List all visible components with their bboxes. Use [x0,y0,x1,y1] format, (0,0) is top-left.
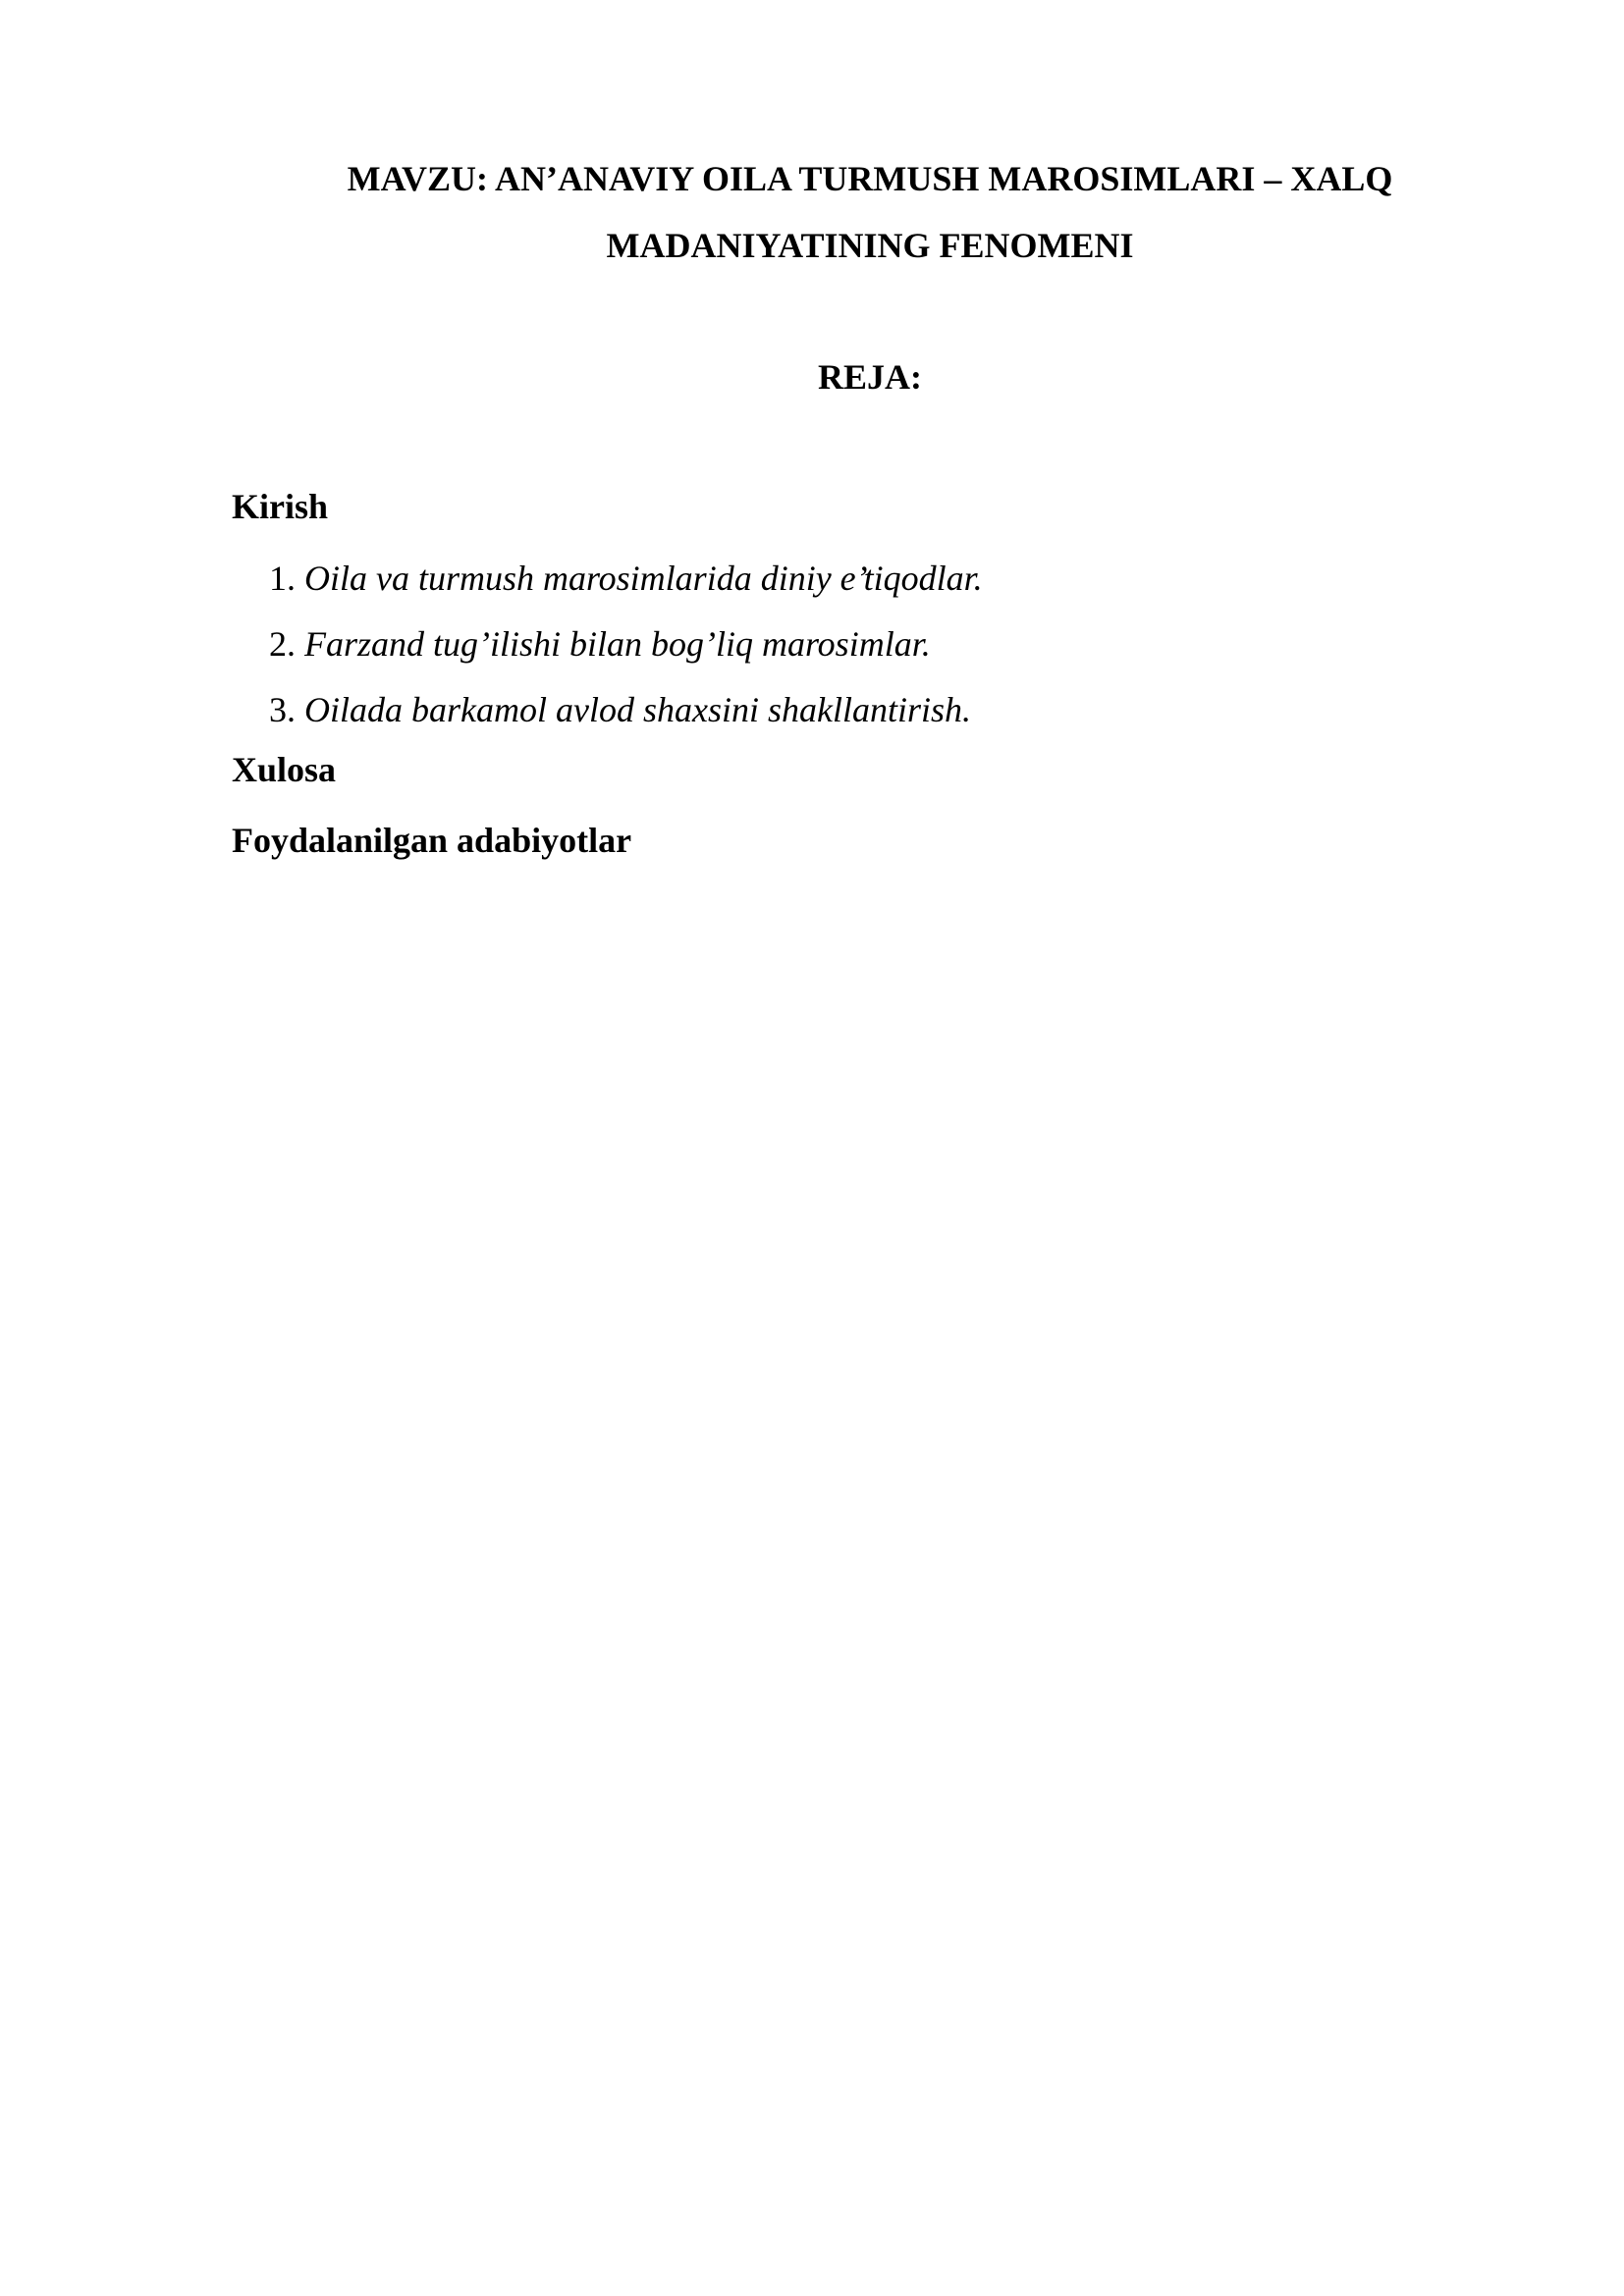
plan-item [269,677,983,743]
plan-item-number: 1. [269,559,296,598]
section-references: Foydalanilgan adabiyotlar [232,821,632,860]
title-line-1: MAVZU: AN’ANAVIY OILA TURMUSH MAROSIMLARI – XALQ [347,159,1393,198]
section-intro: Kirish [232,487,329,526]
title-line-2: MADANIYATINING FENOMENI [606,226,1134,265]
document-title [232,145,1508,279]
plan-item [269,546,983,612]
plan-item-number: 3. [269,690,296,729]
plan-list [269,546,983,743]
plan-item-text: Oilada barkamol avlod shaxsini shakllantirish. [304,690,971,729]
plan-item-text: Oila va turmush marosimlarida diniy e’tiqodlar. [304,559,983,598]
plan-item-text: Farzand tug’ilishi bilan bog’liq marosimlar. [304,624,931,664]
plan-item [269,612,983,677]
plan-item-number: 2. [269,624,296,664]
plan-heading: REJA: [818,357,922,397]
section-conclusion: Xulosa [232,750,337,789]
